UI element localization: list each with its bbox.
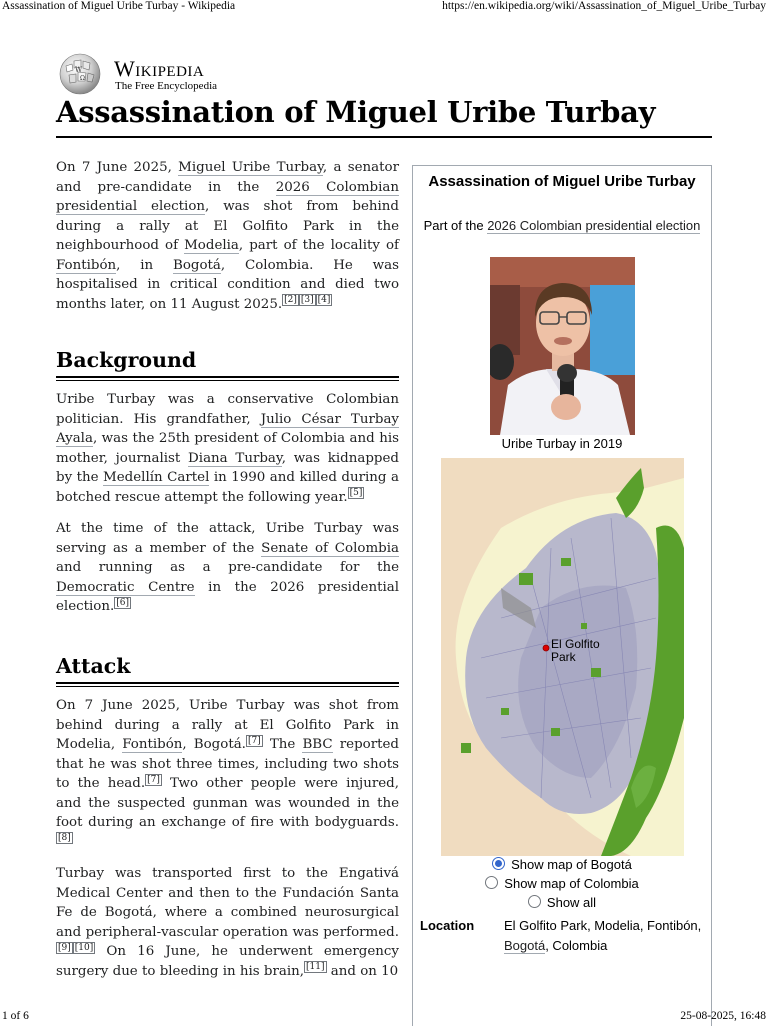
citation-ref-label[interactable]: [6]: [116, 597, 129, 608]
section-divider: [56, 682, 399, 687]
citation-ref[interactable]: [56, 832, 73, 844]
citation-ref[interactable]: [246, 735, 263, 747]
infobox: [412, 165, 712, 1026]
infobox-location-value: [504, 916, 704, 956]
article-link[interactable]: Medellín Cartel: [103, 470, 210, 485]
citation-ref-label[interactable]: [4]: [317, 295, 331, 306]
text-run: , Colombia: [545, 938, 608, 953]
citation-ref[interactable]: [348, 487, 365, 499]
section-heading-attack: Attack: [56, 654, 131, 678]
section-heading-background: Background: [56, 348, 197, 372]
citation-ref[interactable]: [299, 294, 316, 306]
text-run: On 7 June 2025, Uribe Turbay was shot from behind during a rally at El Golfito Park in Modelia,: [56, 698, 399, 752]
article-link[interactable]: Fontibón: [56, 257, 117, 273]
background-section: [56, 390, 399, 629]
citation-ref[interactable]: [304, 961, 326, 973]
svg-text:Ω: Ω: [80, 75, 85, 82]
page-title: Assassination of Miguel Uribe Turbay: [56, 95, 656, 129]
text-run: , a senator and pre-candidate in the: [56, 160, 399, 195]
citation-ref-label[interactable]: [2]: [284, 295, 297, 306]
text-run: and running as a pre-candidate for the: [56, 560, 399, 575]
text-run: reported that he was shot three times, including two shots to the head.: [56, 737, 399, 791]
attack-paragraph-1: [56, 696, 399, 852]
article-link[interactable]: BBC: [302, 737, 333, 752]
citation-ref-label[interactable]: [11]: [306, 962, 325, 973]
print-timestamp: 25-08-2025, 16:48: [680, 1010, 766, 1022]
text-run: Uribe Turbay was a conservative Colombian politician. His grandfather,: [56, 392, 399, 427]
intro-paragraph: [56, 158, 399, 314]
text-run: and on 10: [326, 963, 399, 979]
wikipedia-globe-icon: [56, 52, 104, 96]
article-link[interactable]: Diana Turbay: [188, 450, 282, 466]
citation-ref-label[interactable]: [3]: [300, 295, 314, 306]
text-run: Turbay was transported first to the Engativá Medical Center and then to the Fundación Santa Fe de Bogotá, where a combined neurosurgical and peripheral-vascular operation was performed.: [56, 866, 399, 940]
background-paragraph-1: [56, 390, 399, 507]
infobox-map[interactable]: [441, 458, 684, 856]
article-link[interactable]: Bogotá: [173, 257, 221, 273]
wikipedia-logo[interactable]: [56, 52, 256, 96]
text-run: The: [262, 737, 303, 752]
text-run: On 16 June, he underwent emergency surgery due to bleeding in his brain,: [56, 944, 399, 979]
radio-icon[interactable]: [485, 876, 498, 889]
svg-text:W: W: [75, 66, 83, 74]
map-option-label: Show all: [546, 895, 597, 910]
article-link[interactable]: Julio César Turbay Ayala: [56, 411, 399, 446]
background-paragraph-2: [56, 519, 399, 617]
citation-ref[interactable]: [145, 774, 162, 786]
article-intro: [56, 158, 399, 326]
citation-ref-label[interactable]: [8]: [58, 833, 71, 844]
wikipedia-wordmark: Wikipedia: [114, 56, 205, 81]
text-run: , in: [116, 257, 173, 273]
text-run: , was shot from behind during a rally at El Golfito Park in the neighbourhood of: [56, 199, 399, 253]
map-option-label: Show map of Colombia: [504, 876, 639, 891]
citation-ref[interactable]: [282, 294, 299, 306]
citation-ref-label[interactable]: [5]: [349, 488, 363, 499]
infobox-location-label: Location: [420, 918, 475, 933]
browser-url[interactable]: https://en.wikipedia.org/wiki/Assassination_of_Miguel_Uribe_Turbay: [442, 0, 766, 12]
map-option-show-all[interactable]: [413, 895, 711, 910]
text-run: , Colombia. He was hospitalised in critical condition and died two months later, on 11 August 2025.: [56, 257, 400, 312]
map-option-label: Show map of Bogotá: [511, 857, 632, 872]
text-run: in the 2026 presidential election.: [56, 579, 399, 614]
map-option-colombia[interactable]: [413, 876, 711, 891]
citation-ref-label[interactable]: [9]: [58, 942, 71, 953]
citation-ref[interactable]: [114, 597, 131, 609]
infobox-part-of-prefix: Part of the: [423, 218, 488, 233]
text-run: , was kidnapped by the: [56, 450, 399, 485]
article-link[interactable]: Fontibón: [122, 737, 183, 752]
infobox-photo-caption: Uribe Turbay in 2019: [501, 436, 623, 451]
article-link[interactable]: Bogotá: [504, 938, 546, 953]
text-run: in 1990 and killed during a botched rescue attempt the following year.: [56, 470, 399, 505]
map-label-wrapper: [551, 638, 631, 668]
article-link[interactable]: Modelia: [184, 238, 239, 253]
map-location-label: El Golfito Park: [551, 638, 600, 664]
citation-ref-label[interactable]: [7]: [247, 735, 261, 746]
article-link[interactable]: Miguel Uribe Turbay: [178, 160, 323, 175]
wikipedia-tagline: The Free Encyclopedia: [115, 80, 218, 92]
text-run: , Bogotá.: [182, 737, 246, 752]
text-run: At the time of the attack, Uribe Turbay was serving as a member of the: [56, 521, 399, 556]
citation-ref-label[interactable]: [7]: [147, 774, 160, 785]
text-run: El Golfito Park, Modelia, Fontibón,: [504, 918, 702, 933]
text-run: Two other people were injured, and the suspected gunman was wounded in the foot during an exchange of fire with bodyguards.: [56, 776, 399, 830]
citation-ref[interactable]: [316, 294, 333, 306]
article-link[interactable]: Democratic Centre: [56, 579, 195, 595]
page-indicator: 1 of 6: [2, 1010, 29, 1022]
citation-ref[interactable]: [73, 942, 95, 954]
article-link[interactable]: Senate of Colombia: [261, 540, 399, 556]
infobox-title: Assassination of Miguel Uribe Turbay: [428, 173, 696, 190]
infobox-part-of: [413, 216, 711, 235]
text-run: On 7 June 2025,: [56, 160, 179, 175]
browser-page-title: Assassination of Miguel Uribe Turbay - Wikipedia: [2, 0, 236, 12]
attack-paragraph-2: [56, 864, 399, 981]
radio-icon[interactable]: [528, 895, 541, 908]
text-run: , part of the locality of: [238, 238, 399, 253]
citation-ref[interactable]: [56, 942, 73, 954]
infobox-photo[interactable]: [490, 257, 635, 435]
citation-ref-label[interactable]: [10]: [74, 942, 94, 953]
map-location-marker[interactable]: [543, 645, 549, 651]
text-run: , was the 25th president of Colombia and his mother, journalist: [56, 431, 399, 466]
article-link[interactable]: 2026 Colombian presidential election: [56, 179, 399, 214]
title-divider: [56, 136, 712, 138]
radio-selected-icon[interactable]: [492, 857, 505, 870]
attack-section: [56, 696, 399, 993]
map-option-bogota[interactable]: [413, 857, 711, 872]
section-divider: [56, 376, 399, 381]
infobox-part-of-link[interactable]: 2026 Colombian presidential election: [487, 218, 701, 233]
